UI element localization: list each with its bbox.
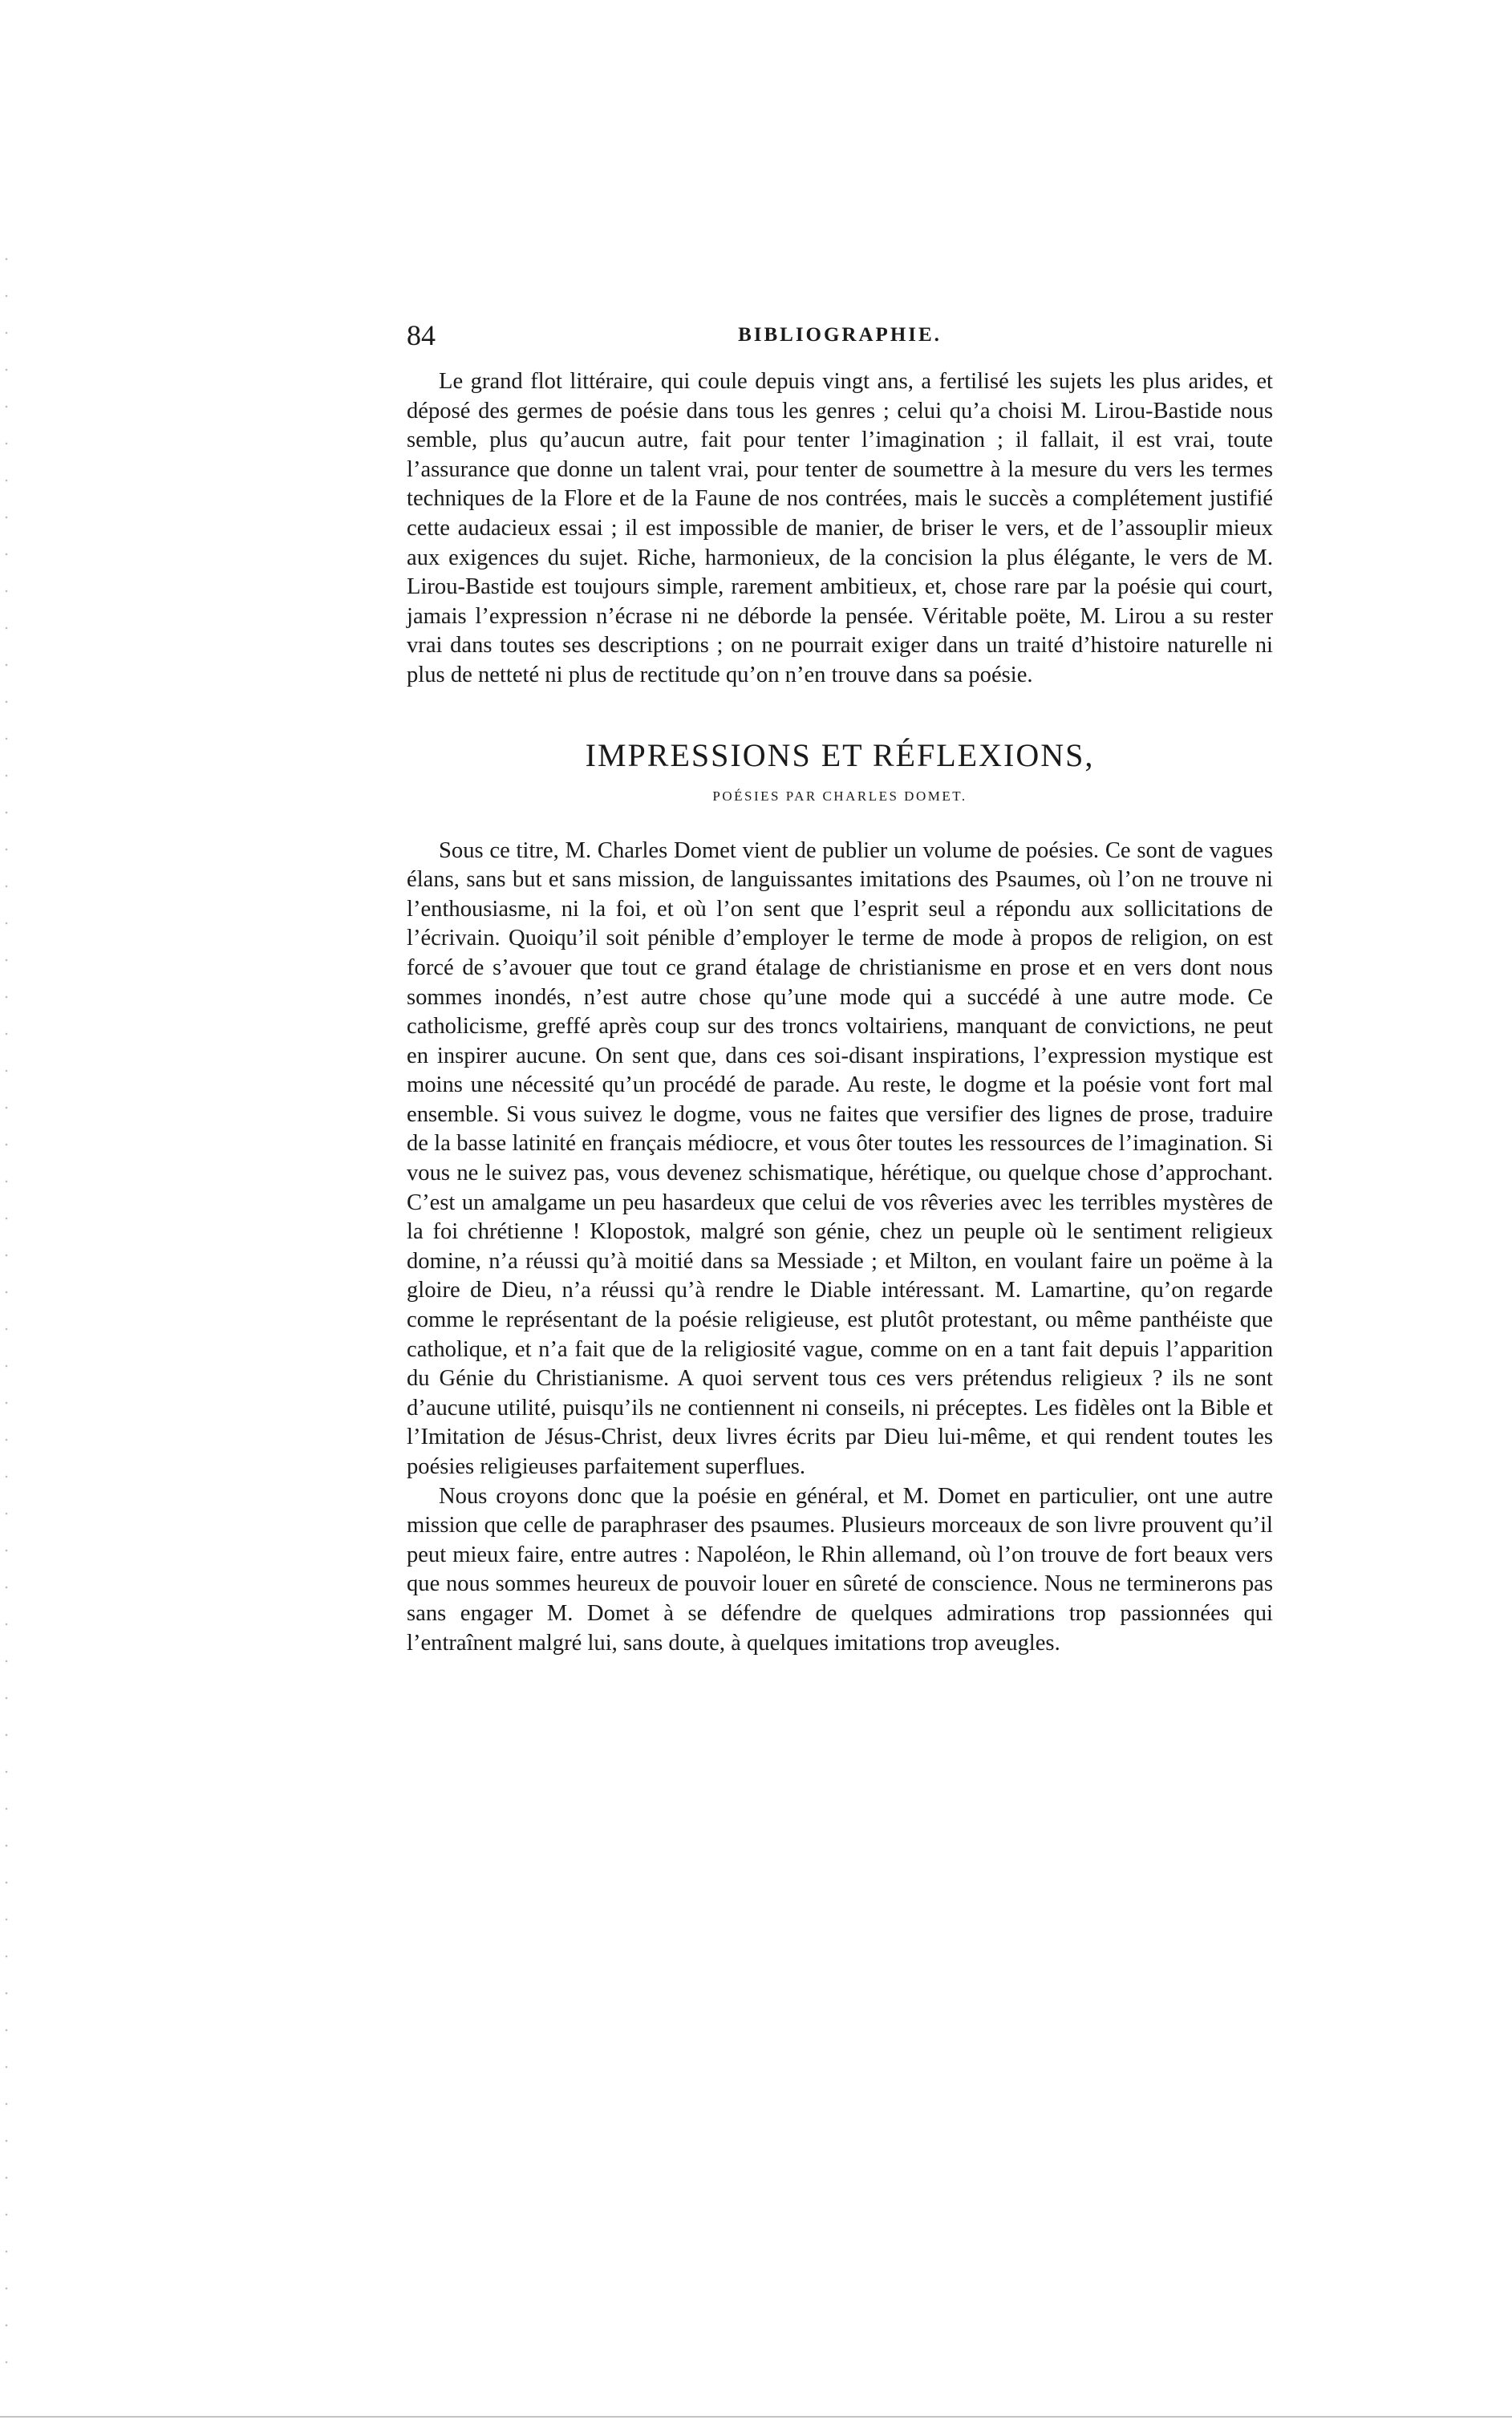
scan-bottom-edge xyxy=(0,2416,1512,2418)
running-title: BIBLIOGRAPHIE. xyxy=(738,324,942,346)
page-number: 84 xyxy=(407,319,436,351)
review-lirou-bastide-paragraph: Le grand flot littéraire, qui coule depuis vingt ans, a fertilisé les sujets les plus arides, et déposé des germes de poésie dans tous les genres ; celui qu’a choisi M. Lirou-Bastide nous semble, plus qu’aucun autre, fait pour tenter l’imagination ; il fallait, il est vrai, toute l’assurance que donne un talent vrai, pour tenter de soumettre à la mesure du vers les termes techniques de la Flore et de la Faune de nos contrées, mais le succès a complétement justifié cette audacieux essai ; il est impossible de manier, de briser le vers, et de l’assouplir mieux aux exigences du sujet. Riche, harmonieux, de la concision la plus élégante, le vers de M. Lirou-Bastide est toujours simple, rarement ambitieux, et, chose rare par la poésie qui court, jamais l’expression n’écrase ni ne déborde la pensée. Véritable poëte, M. Lirou a su rester vrai dans toutes ses descriptions ; on ne pourrait exiger dans un traité d’histoire naturelle ni plus de netteté ni plus de rectitude qu’on n’en trouve dans sa poésie. xyxy=(407,369,1273,687)
scan-margin-specks xyxy=(5,241,8,2366)
article-subtitle: POÉSIES PAR CHARLES DOMET. xyxy=(712,788,967,804)
running-head xyxy=(407,319,1273,367)
review-domet-paragraph-1: Sous ce titre, M. Charles Domet vient de publier un volume de poésies. Ce sont de vagues élans, sans but et sans mission, de languissantes imitations des Psaumes, où l’on ne trouve ni l’enthousiasme, ni la foi, et où l’on sent que l’esprit seul a répondu aux sollicitations de l’écrivain. Quoiqu’il soit pénible d’employer le terme de mode à propos de religion, on est forcé de s’avouer que tout ce grand étalage de christianisme en prose et en vers dont nous sommes inondés, n’est autre chose qu’une mode qui a succédé à une autre mode. Ce catholicisme, greffé après coup sur des troncs voltairiens, manquant de convictions, ne peut en inspirer aucune. On sent que, dans ces soi-disant inspirations, l’expression mystique est moins une nécessité qu’un procédé de parade. Au reste, le dogme et la poésie vont fort mal ensemble. Si vous suivez le dogme, vous ne faites que versifier des lignes de prose, traduire de la basse latinité en français médiocre, et vous ôter toutes les ressources de l’imagination. Si vous ne le suivez pas, vous devenez schismatique, hérétique, ou quelque chose d’approchant. C’est un amalgame un peu hasardeux que celui de vos rêveries avec les terribles mystères de la foi chrétienne ! Klopostok, malgré son génie, chez un peuple où le sentiment religieux domine, n’a réussi qu’à moitié dans sa Messiade ; et Milton, en voulant faire un poëme à la gloire de Dieu, n’a réussi qu’à rendre le Diable intéressant. M. Lamartine, qu’on regarde comme le représentant de la poésie religieuse, est plutôt protestant, ou même panthéiste que catholique, et n’a fait que de la religiosité vague, comme on en a tant fait depuis l’apparition du Génie du Christianisme. A quoi servent tous ces vers prétendus religieux ? ils ne sont d’aucune utilité, puisqu’ils ne contiennent ni conseils, ni préceptes. Les fidèles ont la Bible et l’Imitation de Jésus-Christ, deux livres écrits par Dieu lui-même, et qui rendent toutes les poésies religieuses parfaitement superflues. xyxy=(407,837,1273,1479)
text-column xyxy=(407,319,1273,1658)
review-domet-paragraph-2: Nous croyons donc que la poésie en général, et M. Domet en particulier, ont une autre mission que celle de paraphraser des psaumes. Plusieurs morceaux de son livre prouvent qu’il peut mieux faire, entre autres : Napoléon, le Rhin allemand, où l’on trouve de fort beaux vers que nous sommes heureux de pouvoir louer en sûreté de conscience. Nous ne terminerons pas sans engager M. Domet à se défendre de quelques admirations trop passionnées qui l’entraînent malgré lui, sans doute, à quelques imitations trop aveugles. xyxy=(407,1483,1273,1656)
article-title: IMPRESSIONS ET RÉFLEXIONS, xyxy=(585,736,1095,773)
